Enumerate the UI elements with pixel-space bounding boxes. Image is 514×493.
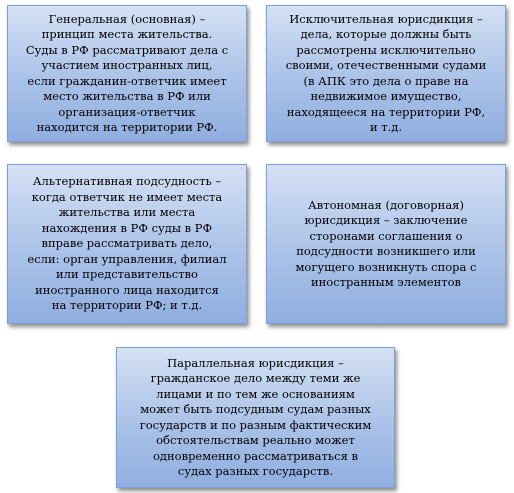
exclusive-jurisdiction-text: Исключительная юрисдикция – дела, которые должны быть рассмотрены исключительно своими, отечественными судами (в АПК это дела о праве на недвижимое имущество, находящееся на территории РФ, и т.д. — [285, 11, 487, 134]
autonomous-jurisdiction-box — [266, 164, 506, 324]
parallel-jurisdiction-text: Параллельная юрисдикция – гражданское дело между теми же лицами и по тем же основаниям может быть подсудным судам разных государств и по разным фактическим обстоятельствам реально может одновременно рассматриваться в судах разных государств. — [139, 355, 372, 478]
autonomous-jurisdiction-text: Автономная (договорная) юрисдикция – заключение сторонами соглашения о подсудности возникшего или могущего возникнуть спора с иностранным элементов — [295, 197, 477, 289]
alternative-jurisdiction-box — [7, 164, 247, 324]
exclusive-jurisdiction-box — [266, 5, 506, 142]
parallel-jurisdiction-box — [116, 347, 395, 488]
general-jurisdiction-box — [7, 5, 247, 142]
alternative-jurisdiction-text: Альтернативная подсудность – когда ответчик не имеет места жительства или места нахождения в РФ суды в РФ вправе рассматривать дело, если: орган управления, филиал или представительство иностранного лица находится на территории РФ; и т.д. — [27, 174, 227, 313]
general-jurisdiction-text: Генеральная (основная) – принцип места жительства. Суды в РФ рассматривают дела с участием иностранных лиц, если гражданин-ответчик имеет место жительства в РФ или организация-ответчик находится на территории РФ. — [25, 11, 229, 134]
